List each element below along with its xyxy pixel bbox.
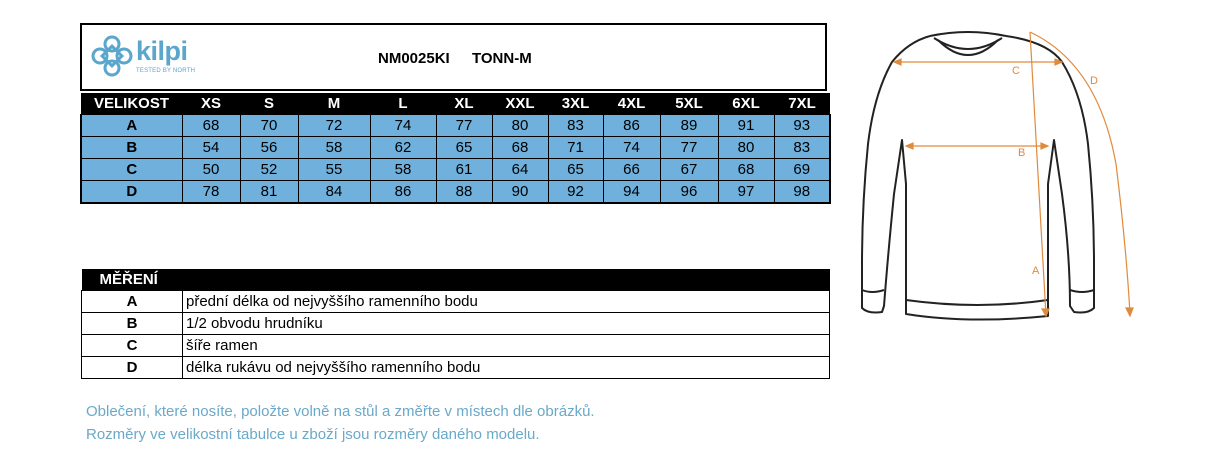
size-cell: 97 [718,181,774,204]
size-cell: 88 [436,181,492,204]
size-row-label: A [81,115,182,137]
size-cell: 98 [774,181,830,204]
size-row [81,115,830,137]
size-cell: 54 [182,137,240,159]
legend-header-row [82,269,830,291]
size-corner-label: VELIKOST [81,93,182,115]
size-cell: 66 [603,159,660,181]
size-header-cell: 6XL [718,93,774,115]
size-cell: 86 [603,115,660,137]
size-cell: 55 [298,159,370,181]
size-cell: 68 [492,137,548,159]
legend-description: délka rukávu od nejvyššího ramenního bodu [183,357,830,379]
size-cell: 77 [436,115,492,137]
size-header-cell: S [240,93,298,115]
size-cell: 58 [370,159,436,181]
knot-icon [90,34,134,78]
logo-tagline: TESTED BY NORTH [136,68,196,74]
size-cell: 64 [492,159,548,181]
size-row [81,181,830,204]
measurement-legend-table [81,269,830,379]
size-cell: 83 [548,115,603,137]
product-code: NM0025KI [378,50,450,67]
size-cell: 80 [492,115,548,137]
size-cell: 65 [436,137,492,159]
label-b: B [1018,147,1026,159]
legend-header-blank [183,269,830,291]
size-header-row [81,93,830,115]
size-cell: 74 [370,115,436,137]
legend-row [82,335,830,357]
label-d: D [1090,75,1098,87]
measure-line-d [1030,32,1130,314]
size-cell: 69 [774,159,830,181]
size-cell: 80 [718,137,774,159]
size-header-cell: L [370,93,436,115]
size-header-cell: XXL [492,93,548,115]
shirt-outline [862,32,1094,320]
size-cell: 61 [436,159,492,181]
size-cell: 71 [548,137,603,159]
size-row-label: D [81,181,182,204]
size-row-label: B [81,137,182,159]
size-cell: 96 [660,181,718,204]
size-cell: 86 [370,181,436,204]
size-cell: 94 [603,181,660,204]
model-note: Rozměry ve velikostní tabulce u zboží jsou rozměry daného modelu. [86,426,540,443]
size-cell: 77 [660,137,718,159]
legend-title: MĚŘENÍ [82,269,183,291]
size-header-cell: 5XL [660,93,718,115]
size-cell: 67 [660,159,718,181]
legend-row [82,291,830,313]
legend-description: 1/2 obvodu hrudníku [183,313,830,335]
size-table [80,93,831,204]
legend-row [82,357,830,379]
size-cell: 83 [774,137,830,159]
kilpi-logo [90,32,210,82]
legend-letter: A [82,291,183,313]
label-a: A [1032,265,1040,277]
legend-letter: B [82,313,183,335]
size-cell: 90 [492,181,548,204]
size-cell: 81 [240,181,298,204]
size-header-cell: 3XL [548,93,603,115]
size-cell: 58 [298,137,370,159]
legend-description: přední délka od nejvyššího ramenního bodu [183,291,830,313]
product-name: TONN-M [472,50,532,67]
size-header-cell: 4XL [603,93,660,115]
size-cell: 93 [774,115,830,137]
size-cell: 92 [548,181,603,204]
size-header-cell: M [298,93,370,115]
shirt-measurement-diagram [848,24,1148,334]
size-cell: 89 [660,115,718,137]
legend-letter: C [82,335,183,357]
size-cell: 72 [298,115,370,137]
legend-description: šíře ramen [183,335,830,357]
size-cell: 62 [370,137,436,159]
size-cell: 68 [182,115,240,137]
size-row [81,137,830,159]
size-header-cell: XS [182,93,240,115]
size-cell: 68 [718,159,774,181]
size-cell: 65 [548,159,603,181]
size-cell: 84 [298,181,370,204]
size-row-label: C [81,159,182,181]
size-header-cell: 7XL [774,93,830,115]
size-header-cell: XL [436,93,492,115]
size-cell: 74 [603,137,660,159]
size-row [81,159,830,181]
size-cell: 56 [240,137,298,159]
measuring-note: Oblečení, které nosíte, položte volně na stůl a změřte v místech dle obrázků. [86,403,595,420]
header-box [80,23,827,91]
size-cell: 52 [240,159,298,181]
size-cell: 70 [240,115,298,137]
size-cell: 91 [718,115,774,137]
legend-row [82,313,830,335]
size-cell: 50 [182,159,240,181]
label-c: C [1012,65,1020,77]
size-cell: 78 [182,181,240,204]
logo-wordmark: kilpi [136,36,188,66]
legend-letter: D [82,357,183,379]
